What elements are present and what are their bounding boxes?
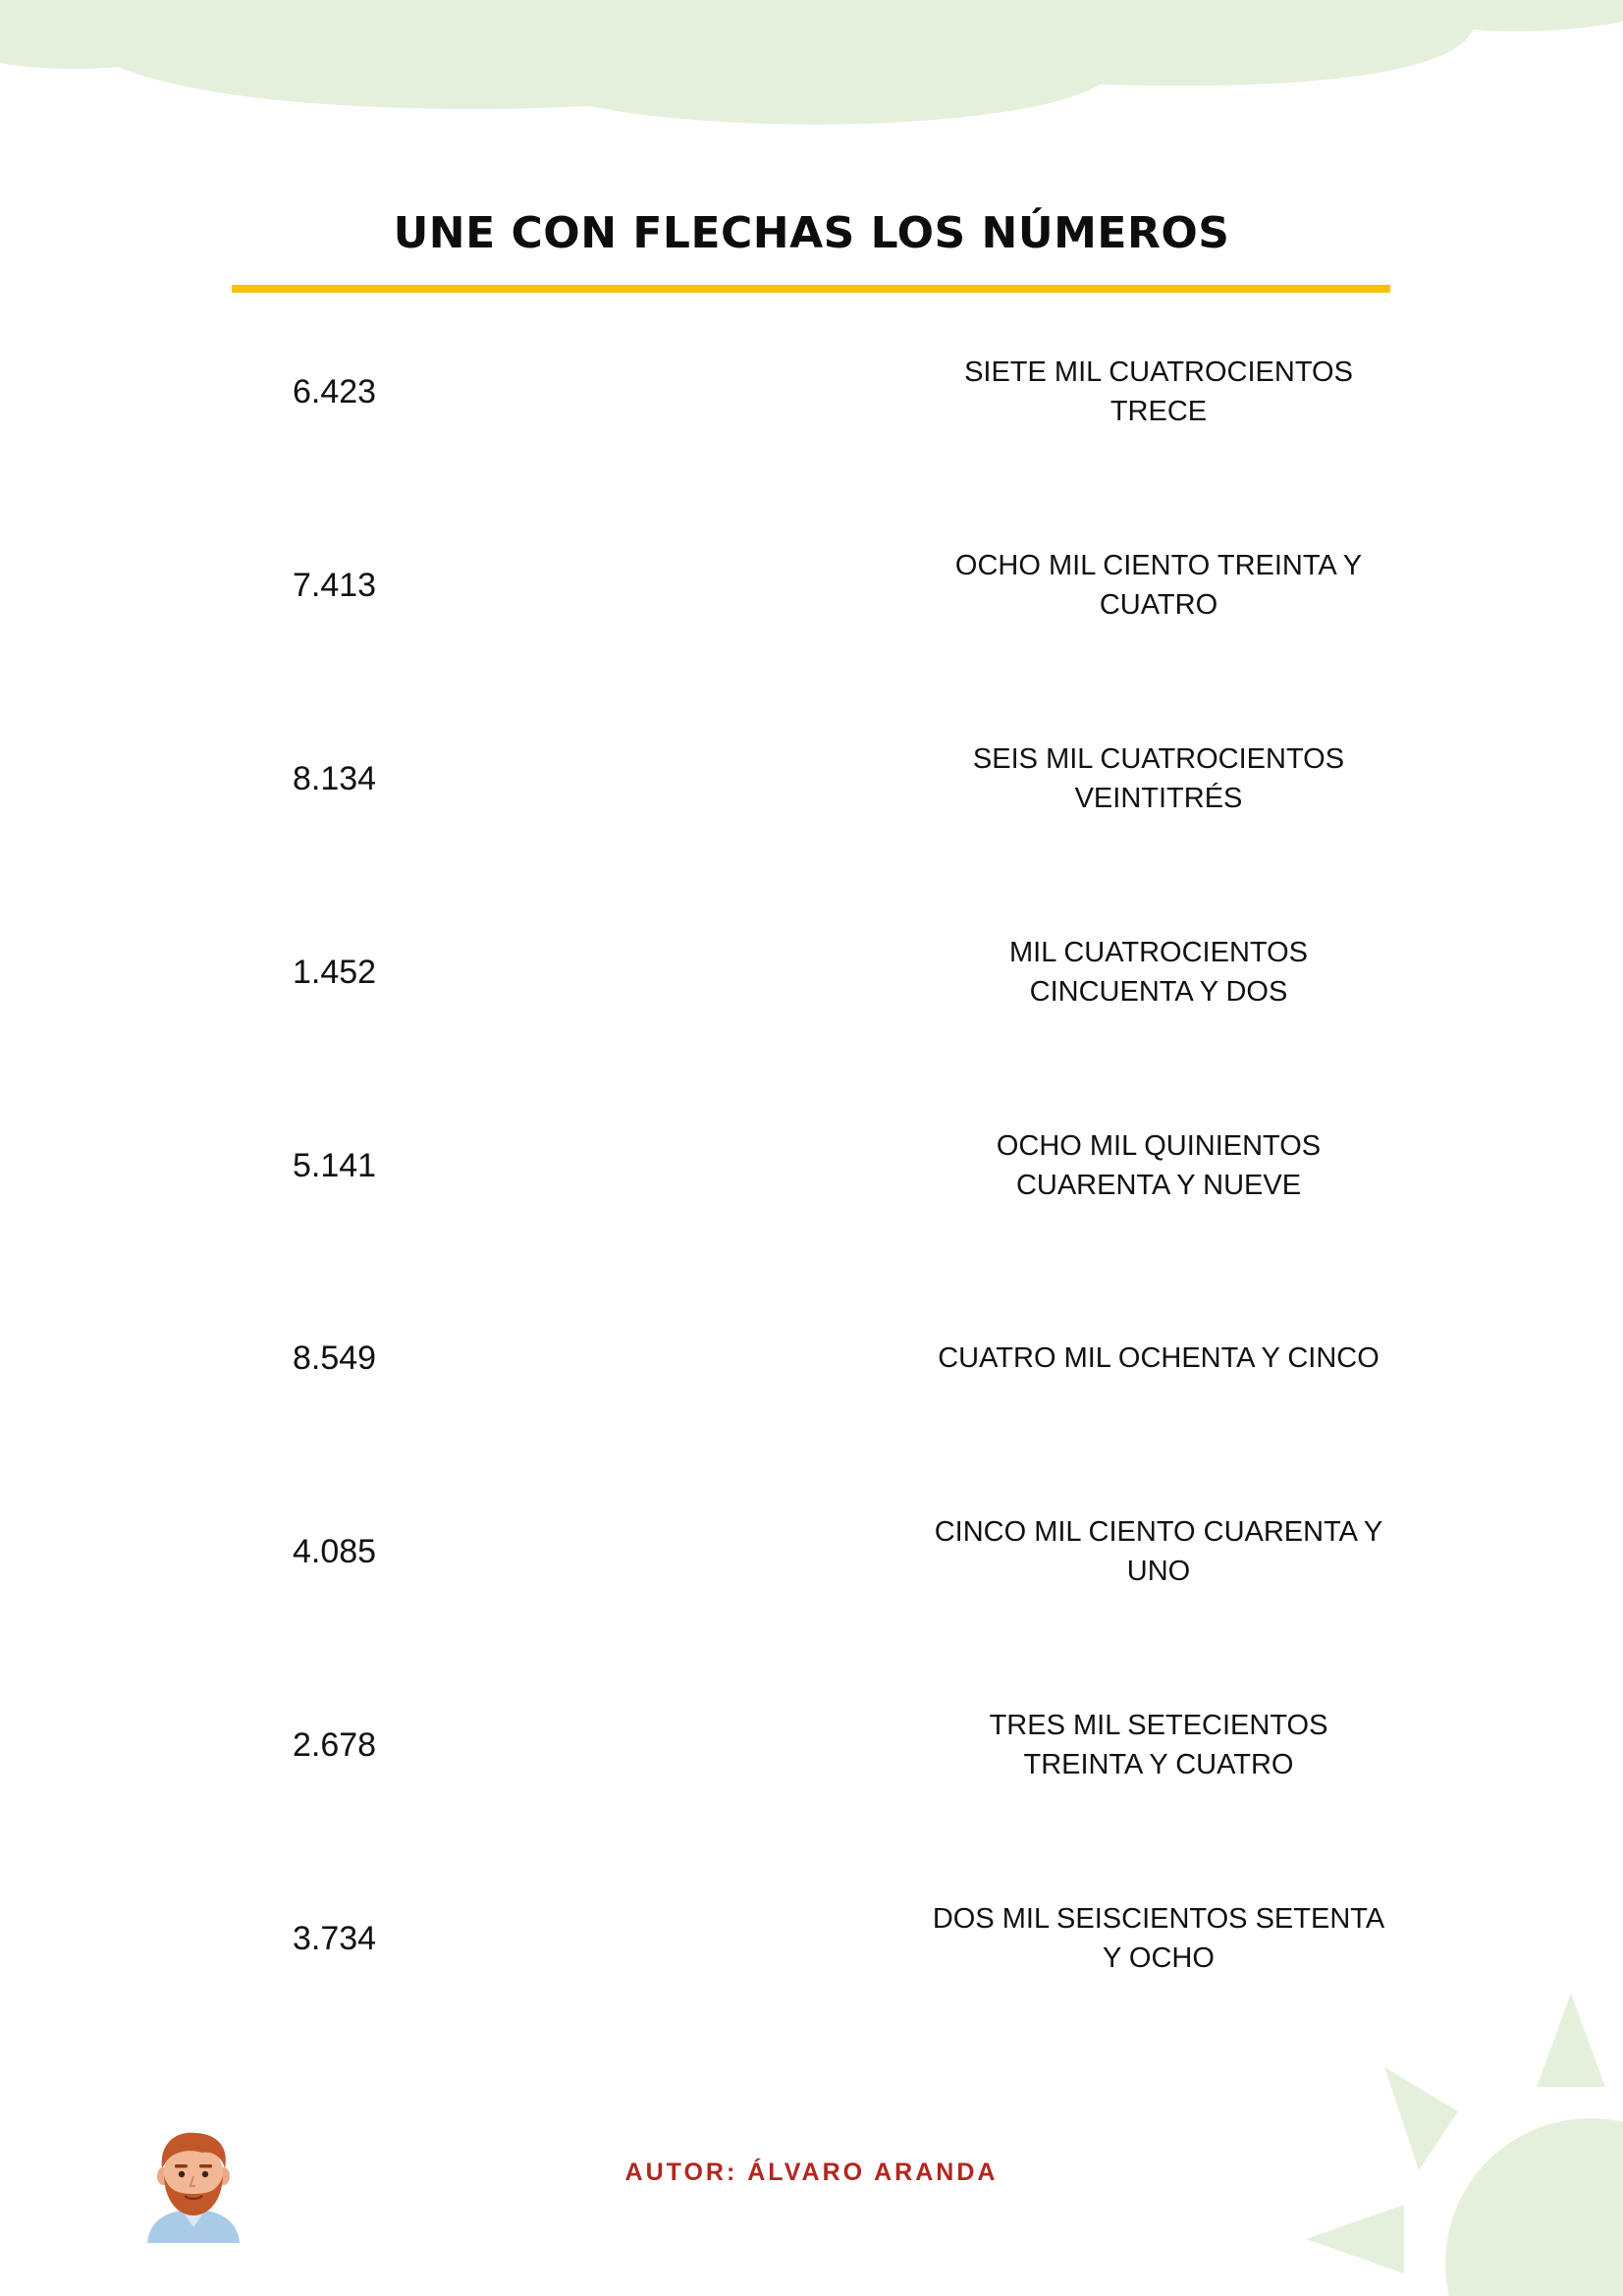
match-row-1 [0,338,1623,446]
words-item[interactable]: MIL CUATROCIENTOS CINCUENTA Y DOS [1009,937,1308,1008]
words-item[interactable]: OCHO MIL CIENTO TREINTA Y CUATRO [954,550,1363,621]
page-title: UNE CON FLECHAS LOS NÚMEROS [393,208,1230,258]
number-item[interactable]: 8.134 [293,759,377,797]
match-row-4 [0,918,1623,1026]
match-row-2 [0,531,1623,639]
words-item[interactable]: CUATRO MIL OCHENTA Y CINCO [938,1342,1380,1374]
title-underline [232,285,1390,293]
words-item[interactable]: CINCO MIL CIENTO CUARENTA Y UNO [934,1516,1383,1587]
match-row-6 [0,1304,1623,1412]
author-credit: AUTOR: ÁLVARO ARANDA [624,2159,999,2186]
number-item[interactable]: 5.141 [293,1146,377,1184]
number-item[interactable]: 2.678 [293,1725,377,1764]
match-row-5 [0,1112,1623,1220]
sun-icon [1296,1974,1623,2296]
words-item[interactable]: OCHO MIL QUINIENTOS CUARENTA Y NUEVE [996,1130,1322,1201]
words-item[interactable]: SEIS MIL CUATROCIENTOS VEINTITRÉS [972,743,1345,814]
match-row-3 [0,725,1623,833]
number-item[interactable]: 6.423 [293,372,377,410]
match-row-8 [0,1691,1623,1799]
words-item[interactable]: SIETE MIL CUATROCIENTOS TRECE [964,356,1353,427]
cloud-icon [0,0,1623,137]
number-item[interactable]: 7.413 [293,566,377,604]
words-item[interactable]: DOS MIL SEISCIENTOS SETENTA Y OCHO [932,1903,1385,1974]
words-item[interactable]: TRES MIL SETECIENTOS TREINTA Y CUATRO [989,1710,1328,1780]
match-row-7 [0,1498,1623,1606]
number-item[interactable]: 4.085 [293,1532,377,1570]
number-item[interactable]: 1.452 [293,953,377,991]
number-item[interactable]: 3.734 [293,1919,377,1957]
number-item[interactable]: 8.549 [293,1339,377,1377]
